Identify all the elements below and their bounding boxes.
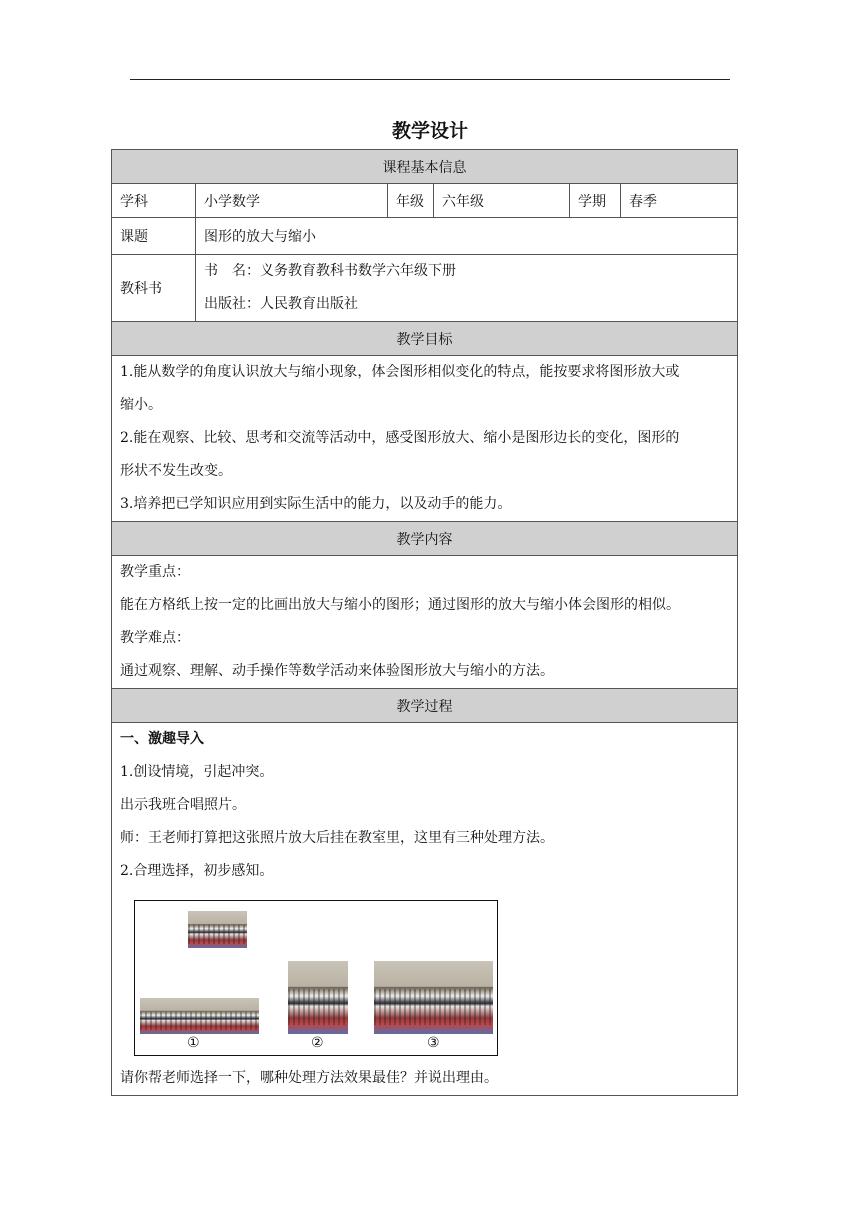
header-rule [130,79,730,80]
subject-value: 小学数学 [196,184,388,218]
difficult-points-label: 教学难点： [120,630,190,646]
goal-line: 3.培养把已学知识应用到实际生活中的能力，以及动手的能力。 [120,496,512,512]
process-header: 教学过程 [112,689,738,723]
option-3-label: ③ [427,1035,440,1051]
goals-header: 教学目标 [112,322,738,356]
goal-line: 2.能在观察、比较、思考和交流等活动中，感受图形放大、缩小是图形边长的变化，图形的 [120,430,680,446]
subject-label: 学科 [112,184,196,218]
goal-line: 缩小。 [120,397,162,413]
goal-line: 1.能从数学的角度认识放大与缩小现象，体会图形相似变化的特点，能按要求将图形放大或 [120,364,680,380]
textbook-label: 教科书 [112,255,196,322]
term-label: 学期 [570,184,621,218]
difficult-points-text: 通过观察、理解、动手操作等数学活动来体验图形放大与缩小的方法。 [120,663,554,679]
basic-info-header: 课程基本信息 [112,150,738,184]
photo-comparison-figure [134,900,498,1056]
content-body [112,556,738,689]
topic-value: 图形的放大与缩小 [196,218,738,255]
goal-line: 形状不发生改变。 [120,463,232,479]
process-text: 出示我班合唱照片。 [120,797,246,813]
step-line: 2.合理选择，初步感知。 [120,863,274,879]
original-photo [188,911,247,948]
key-points-label: 教学重点： [120,564,190,580]
topic-label: 课题 [112,218,196,255]
option-2-label: ② [311,1035,324,1051]
step-line: 1.创设情境，引起冲突。 [120,764,274,780]
goals-body [112,356,738,522]
question-text: 请你帮老师选择一下，哪种处理方法效果最佳？并说出理由。 [120,1070,498,1086]
option-1-label: ① [187,1035,200,1051]
textbook-info [196,255,738,322]
key-points-text: 能在方格纸上按一定的比画出放大与缩小的图形；通过图形的放大与缩小体会图形的相似。 [120,597,680,613]
section-heading: 一、激趣导入 [120,731,204,747]
term-value: 春季 [621,184,738,218]
photo-option-3 [374,961,493,1034]
process-body [112,723,738,1096]
document-title: 教学设计 [391,120,468,142]
content-header: 教学内容 [112,522,738,556]
lesson-plan-table [111,149,738,1096]
publisher-line: 出版社：人民教育出版社 [204,296,358,312]
photo-option-1 [140,998,259,1034]
photo-option-2 [288,961,348,1034]
grade-label: 年级 [388,184,434,218]
process-text: 师：王老师打算把这张照片放大后挂在教室里，这里有三种处理方法。 [120,830,554,846]
book-name-line: 书 名：义务教育教科书数学六年级下册 [204,263,456,279]
grade-value: 六年级 [434,184,570,218]
